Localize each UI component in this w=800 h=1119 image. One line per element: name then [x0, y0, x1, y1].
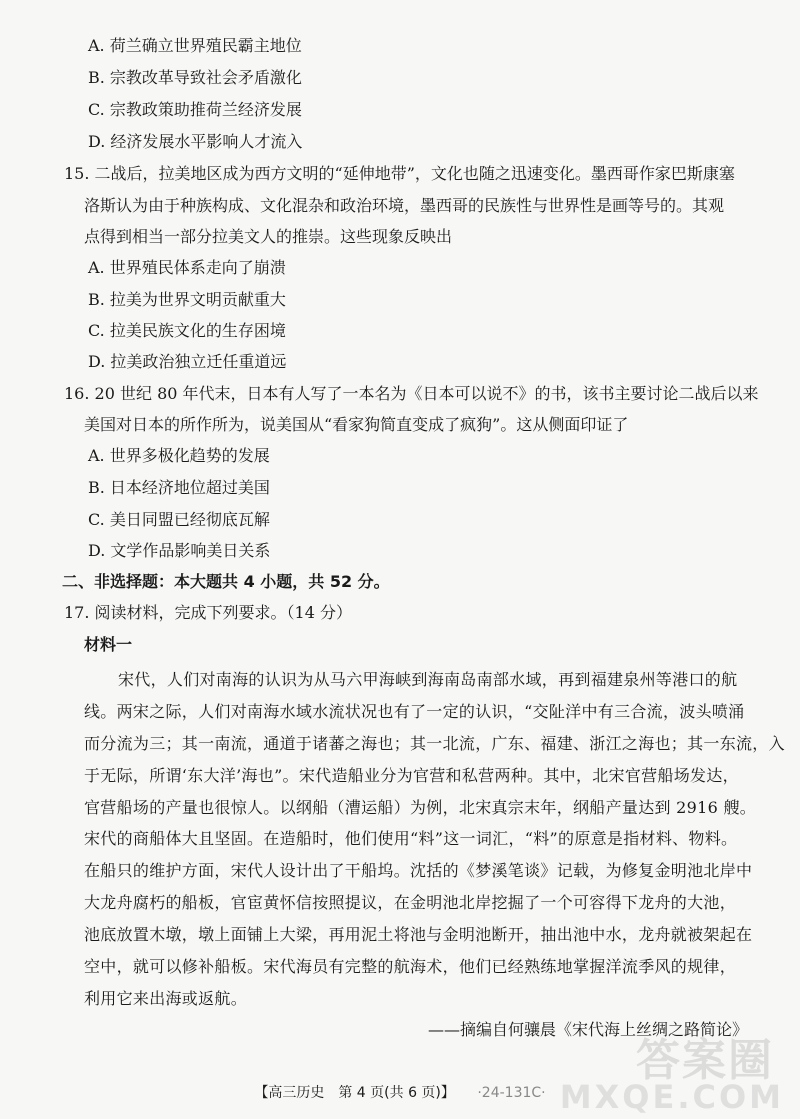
footer-code: ·24-131C· — [477, 1085, 546, 1101]
q15-stem-line-3: 点得到相当一部分拉美文人的推崇。这些现象反映出 — [84, 227, 453, 246]
material-line-8: 大龙舟腐朽的船板，官宦黄怀信按照提议，在金明池北岸挖掘了一个可容得下龙舟的大池， — [84, 893, 737, 912]
material-1-title: 材料一 — [84, 635, 133, 654]
q15-option-b: B. 拉美为世界文明贡献重大 — [88, 290, 286, 309]
material-line-6: 宋代的商船体大且坚固。在造船时，他们使用“料”这一词汇，“料”的原意是指材料、物料。 — [84, 829, 738, 848]
material-line-5: 官营船场的产量也很惊人。以纲船（漕运船）为例，北宋真宗末年，纲船产量达到 2916 艘。 — [84, 798, 757, 817]
q14-option-a: A. 荷兰确立世界殖民霸主地位 — [88, 36, 302, 55]
material-line-9: 池底放置木墩，墩上面铺上大梁，再用泥土将池与金明池断开，抽出池中水，龙舟就被架起在 — [84, 925, 753, 944]
material-line-10: 空中，就可以修补船板。宋代海员有完整的航海术，他们已经熟练地掌握洋流季风的规律， — [84, 957, 737, 976]
material-line-7: 在船只的维护方面，宋代人设计出了干船坞。沈括的《梦溪笔谈》记载，为修复金明池北岸中 — [84, 861, 753, 880]
material-line-1: 宋代，人们对南海的认识为从马六甲海峡到海南岛南部水域，再到福建泉州等港口的航 — [118, 670, 738, 689]
q16-stem-line-1: 16. 20 世纪 80 年代末，日本有人写了一本名为《日本可以说不》的书，该书主要讨论二战后以来 — [64, 384, 759, 403]
footer-label: 【高三历史 第 4 页(共 6 页)】 — [254, 1085, 455, 1101]
q16-option-b: B. 日本经济地位超过美国 — [88, 478, 270, 497]
q15-option-c: C. 拉美民族文化的生存困境 — [88, 321, 286, 340]
q16-option-d: D. 文学作品影响美日关系 — [88, 541, 271, 560]
q16-option-c: C. 美日同盟已经彻底瓦解 — [88, 510, 270, 529]
q15-stem-line-2: 洛斯认为由于种族构成、文化混杂和政治环境，墨西哥的民族性与世界性是画等号的。其观 — [84, 196, 725, 215]
material-line-2: 线。两宋之际，人们对南海水域水流状况也有了一定的认识，“交阯洋中有三合流，波头喷涌 — [84, 702, 745, 721]
material-line-3: 而分流为三；其一南流，通道于诸蕃之海也；其一北流，广东、福建、浙江之海也；其一东流，入 — [84, 734, 785, 753]
material-line-11: 利用它来出海或返航。 — [84, 989, 248, 1008]
q16-option-a: A. 世界多极化趋势的发展 — [88, 446, 270, 465]
q14-option-c: C. 宗教政策助推荷兰经济发展 — [88, 100, 302, 119]
q14-option-b: B. 宗教改革导致社会矛盾激化 — [88, 68, 302, 87]
watermark-logo — [559, 1024, 792, 1119]
q16-stem-line-2: 美国对日本的所作所为，说美国从“看家狗简直变成了疯狗”。这从侧面印证了 — [84, 415, 629, 434]
watermark-text-main: 答案圈 — [636, 1035, 774, 1086]
material-line-4: 于无际，所谓‘东大洋’海也”。宋代造船业分为官营和私营两种。其中，北宋官营船场发达， — [84, 766, 739, 785]
watermark-text-domain: MXQE.COM — [559, 1078, 784, 1116]
q15-stem-line-1: 15. 二战后，拉美地区成为西方文明的“延伸地带”，文化也随之迅速变化。墨西哥作家巴斯康塞 — [64, 164, 735, 183]
q14-option-d: D. 经济发展水平影响人才流入 — [88, 132, 303, 151]
section-2-heading: 二、非选择题：本大题共 4 小题，共 52 分。 — [62, 572, 390, 591]
q17-stem: 17. 阅读材料，完成下列要求。（14 分） — [64, 603, 352, 622]
q15-option-a: A. 世界殖民体系走向了崩溃 — [88, 258, 286, 277]
material-source: ——摘编自何骧晨《宋代海上丝绸之路简论》 — [427, 1020, 748, 1039]
q15-option-d: D. 拉美政治独立迁任重道远 — [88, 352, 287, 371]
